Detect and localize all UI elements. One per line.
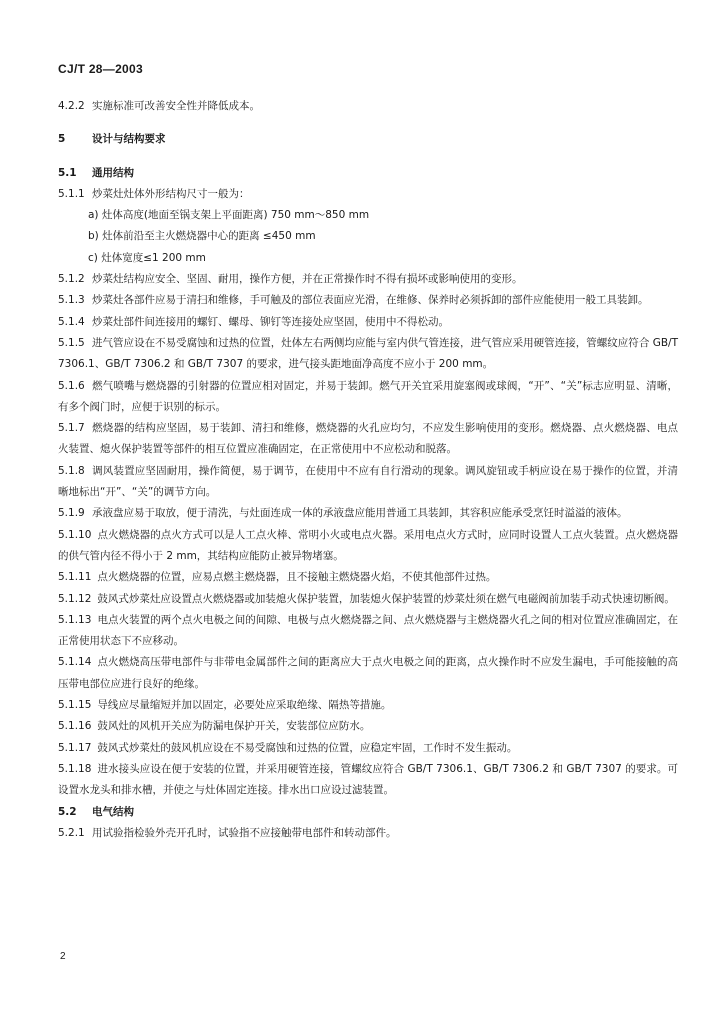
clause-text: 鼓风灶的风机开关应为防漏电保护开关，安装部位应防水。 bbox=[97, 720, 371, 733]
clause-text: 鼓风式炒菜灶应设置点火燃烧器或加装熄火保护装置，加装熄火保护装置的炒菜灶须在燃气电磁阀前加装手动式快速切断阀。 bbox=[97, 592, 675, 605]
clause-paragraph bbox=[58, 716, 678, 737]
list-item bbox=[58, 226, 678, 247]
clause-text: 炒菜灶结构应安全、坚固、耐用，操作方便，并在正常操作时不得有损坏或影响使用的变形。 bbox=[92, 273, 523, 286]
clause-text: c) 灶体宽度≤1 200 mm bbox=[88, 251, 206, 264]
clause-text: 电点火装置的两个点火电极之间的间隙、电极与点火燃烧器之间、点火燃烧器与主燃烧器火孔之间的相对位置应准确固定，在正常使用状态下不应移动。 bbox=[58, 613, 678, 648]
clause-number: 5.1.14 bbox=[58, 656, 92, 669]
clause-number: 5.1.3 bbox=[58, 294, 85, 307]
clause-paragraph bbox=[58, 738, 678, 759]
section-gap bbox=[58, 151, 678, 163]
clause-paragraph bbox=[58, 290, 678, 311]
body-text bbox=[58, 96, 678, 844]
clause-paragraph bbox=[58, 269, 678, 290]
clause-paragraph bbox=[58, 184, 678, 205]
clause-text: 点火燃烧高压带电部件与非带电金属部件之间的距离应大于点火电极之间的距离，点火操作时不应发生漏电，手可能接触的高压带电部位应进行良好的绝缘。 bbox=[58, 656, 678, 690]
clause-paragraph bbox=[58, 312, 678, 333]
clause-text: 用试验指检验外壳开孔时，试验指不应接触带电部件和转动部件。 bbox=[92, 826, 397, 839]
clause-number: 5.1.12 bbox=[58, 592, 92, 605]
clause-number: 5.1.13 bbox=[58, 613, 92, 626]
clause-text: 炒菜灶各部件应易于清扫和维修，手可触及的部位表面应光滑，在维修、保养时必须拆卸的部件应能使用一般工具装卸。 bbox=[92, 294, 649, 307]
clause-number: 5.1.4 bbox=[58, 315, 85, 328]
clause-text: 进气管应设在不易受腐蚀和过热的位置，灶体左右两侧均应能与室内供气管连接，进气管应采用硬管连接，管螺纹应符合 GB/T 7306.1、GB/T 7306.2 和 GB/T 7307 的要求，进气接头距地面净高度不应小于 200 mm。 bbox=[58, 336, 678, 371]
clause-number: 5.1.18 bbox=[58, 762, 92, 775]
section-heading bbox=[58, 163, 678, 184]
clause-paragraph bbox=[58, 96, 678, 117]
clause-text: 导线应尽量缩短并加以固定，必要处应采取绝缘、隔热等措施。 bbox=[97, 699, 392, 712]
clause-paragraph bbox=[58, 461, 678, 504]
clause-text: 承液盘应易于取放，便于清洗，与灶面连成一体的承液盘应能用普通工具装卸，其容积应能承受烹饪时溢溢的液体。 bbox=[92, 507, 628, 520]
clause-number: 5.1.8 bbox=[58, 464, 85, 477]
clause-text: 电气结构 bbox=[92, 805, 134, 818]
clause-text: 鼓风式炒菜灶的鼓风机应设在不易受腐蚀和过热的位置，应稳定牢固，工作时不发生振动。 bbox=[97, 741, 518, 754]
clause-paragraph bbox=[58, 333, 678, 376]
page-number: 2 bbox=[60, 951, 66, 962]
clause-paragraph bbox=[58, 567, 678, 588]
clause-number: 5.1.1 bbox=[58, 187, 85, 200]
clause-number: 5.1.17 bbox=[58, 741, 92, 754]
clause-text: 点火燃烧器的位置，应易点燃主燃烧器，且不接触主燃烧器火焰，不使其他部件过热。 bbox=[97, 571, 497, 584]
clause-number: 5 bbox=[58, 133, 66, 146]
clause-number: 5.1.6 bbox=[58, 379, 85, 392]
clause-text: b) 灶体前沿至主火燃烧器中心的距离 ≤450 mm bbox=[88, 230, 316, 243]
clause-number: 5.2 bbox=[58, 805, 77, 818]
list-item bbox=[58, 205, 678, 226]
clause-paragraph bbox=[58, 759, 678, 802]
clause-text: 实施标准可改善安全性并降低成本。 bbox=[92, 100, 260, 112]
section-heading bbox=[58, 129, 678, 150]
clause-text: 调风装置应坚固耐用，操作简便，易于调节，在使用中不应有自行滑动的现象。调风旋钮或手柄应设在易于操作的位置，并清晰地标出“开”、“关”的调节方向。 bbox=[58, 464, 678, 499]
list-item bbox=[58, 248, 678, 269]
clause-paragraph bbox=[58, 589, 678, 610]
clause-number: 5.1.7 bbox=[58, 422, 85, 435]
section-gap bbox=[58, 117, 678, 129]
clause-paragraph bbox=[58, 652, 678, 695]
clause-text: 点火燃烧器的点火方式可以是人工点火棒、常明小火或电点火器。采用电点火方式时，应同时设置人工点火装置。点火燃烧器的供气管内径不得小于 2 mm，其结构应能防止被异物堵塞。 bbox=[58, 528, 678, 562]
clause-text: 炒菜灶部件间连接用的螺钉、螺母、铆钉等连接处应坚固，使用中不得松动。 bbox=[92, 315, 449, 328]
clause-paragraph bbox=[58, 503, 678, 524]
clause-text: 燃烧器的结构应坚固，易于装卸、清扫和维修，燃烧器的火孔应均匀，不应发生影响使用的变形。燃烧器、点火燃烧器、电点火装置、熄火保护装置等部件的相互位置应准确固定，在正常使用中不应松动和脱落。 bbox=[58, 422, 678, 456]
clause-number: 5.1.9 bbox=[58, 507, 85, 520]
clause-text: 进水接头应设在便于安装的位置，并采用硬管连接，管螺纹应符合 GB/T 7306.1、GB/T 7306.2 和 GB/T 7307 的要求。可设置水龙头和排水槽，并使之与灶体固定连接。排水出口应设过滤装置。 bbox=[58, 762, 678, 797]
clause-number: 5.1.5 bbox=[58, 336, 85, 349]
standard-code-header: CJ/T 28—2003 bbox=[58, 62, 143, 76]
clause-number: 5.1.11 bbox=[58, 571, 92, 584]
clause-number: 5.1 bbox=[58, 166, 77, 179]
section-heading bbox=[58, 802, 678, 823]
clause-text: 通用结构 bbox=[92, 166, 134, 179]
clause-text: 设计与结构要求 bbox=[92, 133, 166, 146]
clause-number: 4.2.2 bbox=[58, 100, 85, 112]
clause-number: 5.1.15 bbox=[58, 699, 92, 712]
clause-number: 5.2.1 bbox=[58, 826, 85, 839]
clause-text: 燃气喷嘴与燃烧器的引射器的位置应相对固定，并易于装卸。燃气开关宜采用旋塞阀或球阀，“开”、“关”标志应明显、清晰，有多个阀门时，应便于识别的标示。 bbox=[58, 379, 678, 413]
clause-number: 5.1.10 bbox=[58, 528, 92, 541]
clause-text: a) 灶体高度(地面至锅支架上平面距离) 750 mm～850 mm bbox=[88, 209, 370, 222]
clause-paragraph bbox=[58, 418, 678, 461]
clause-paragraph bbox=[58, 610, 678, 653]
clause-number: 5.1.2 bbox=[58, 273, 85, 286]
clause-paragraph bbox=[58, 525, 678, 568]
clause-paragraph bbox=[58, 823, 678, 844]
clause-text: 炒菜灶灶体外形结构尺寸一般为： bbox=[92, 187, 250, 200]
clause-paragraph bbox=[58, 376, 678, 419]
clause-number: 5.1.16 bbox=[58, 720, 92, 733]
clause-paragraph bbox=[58, 695, 678, 716]
